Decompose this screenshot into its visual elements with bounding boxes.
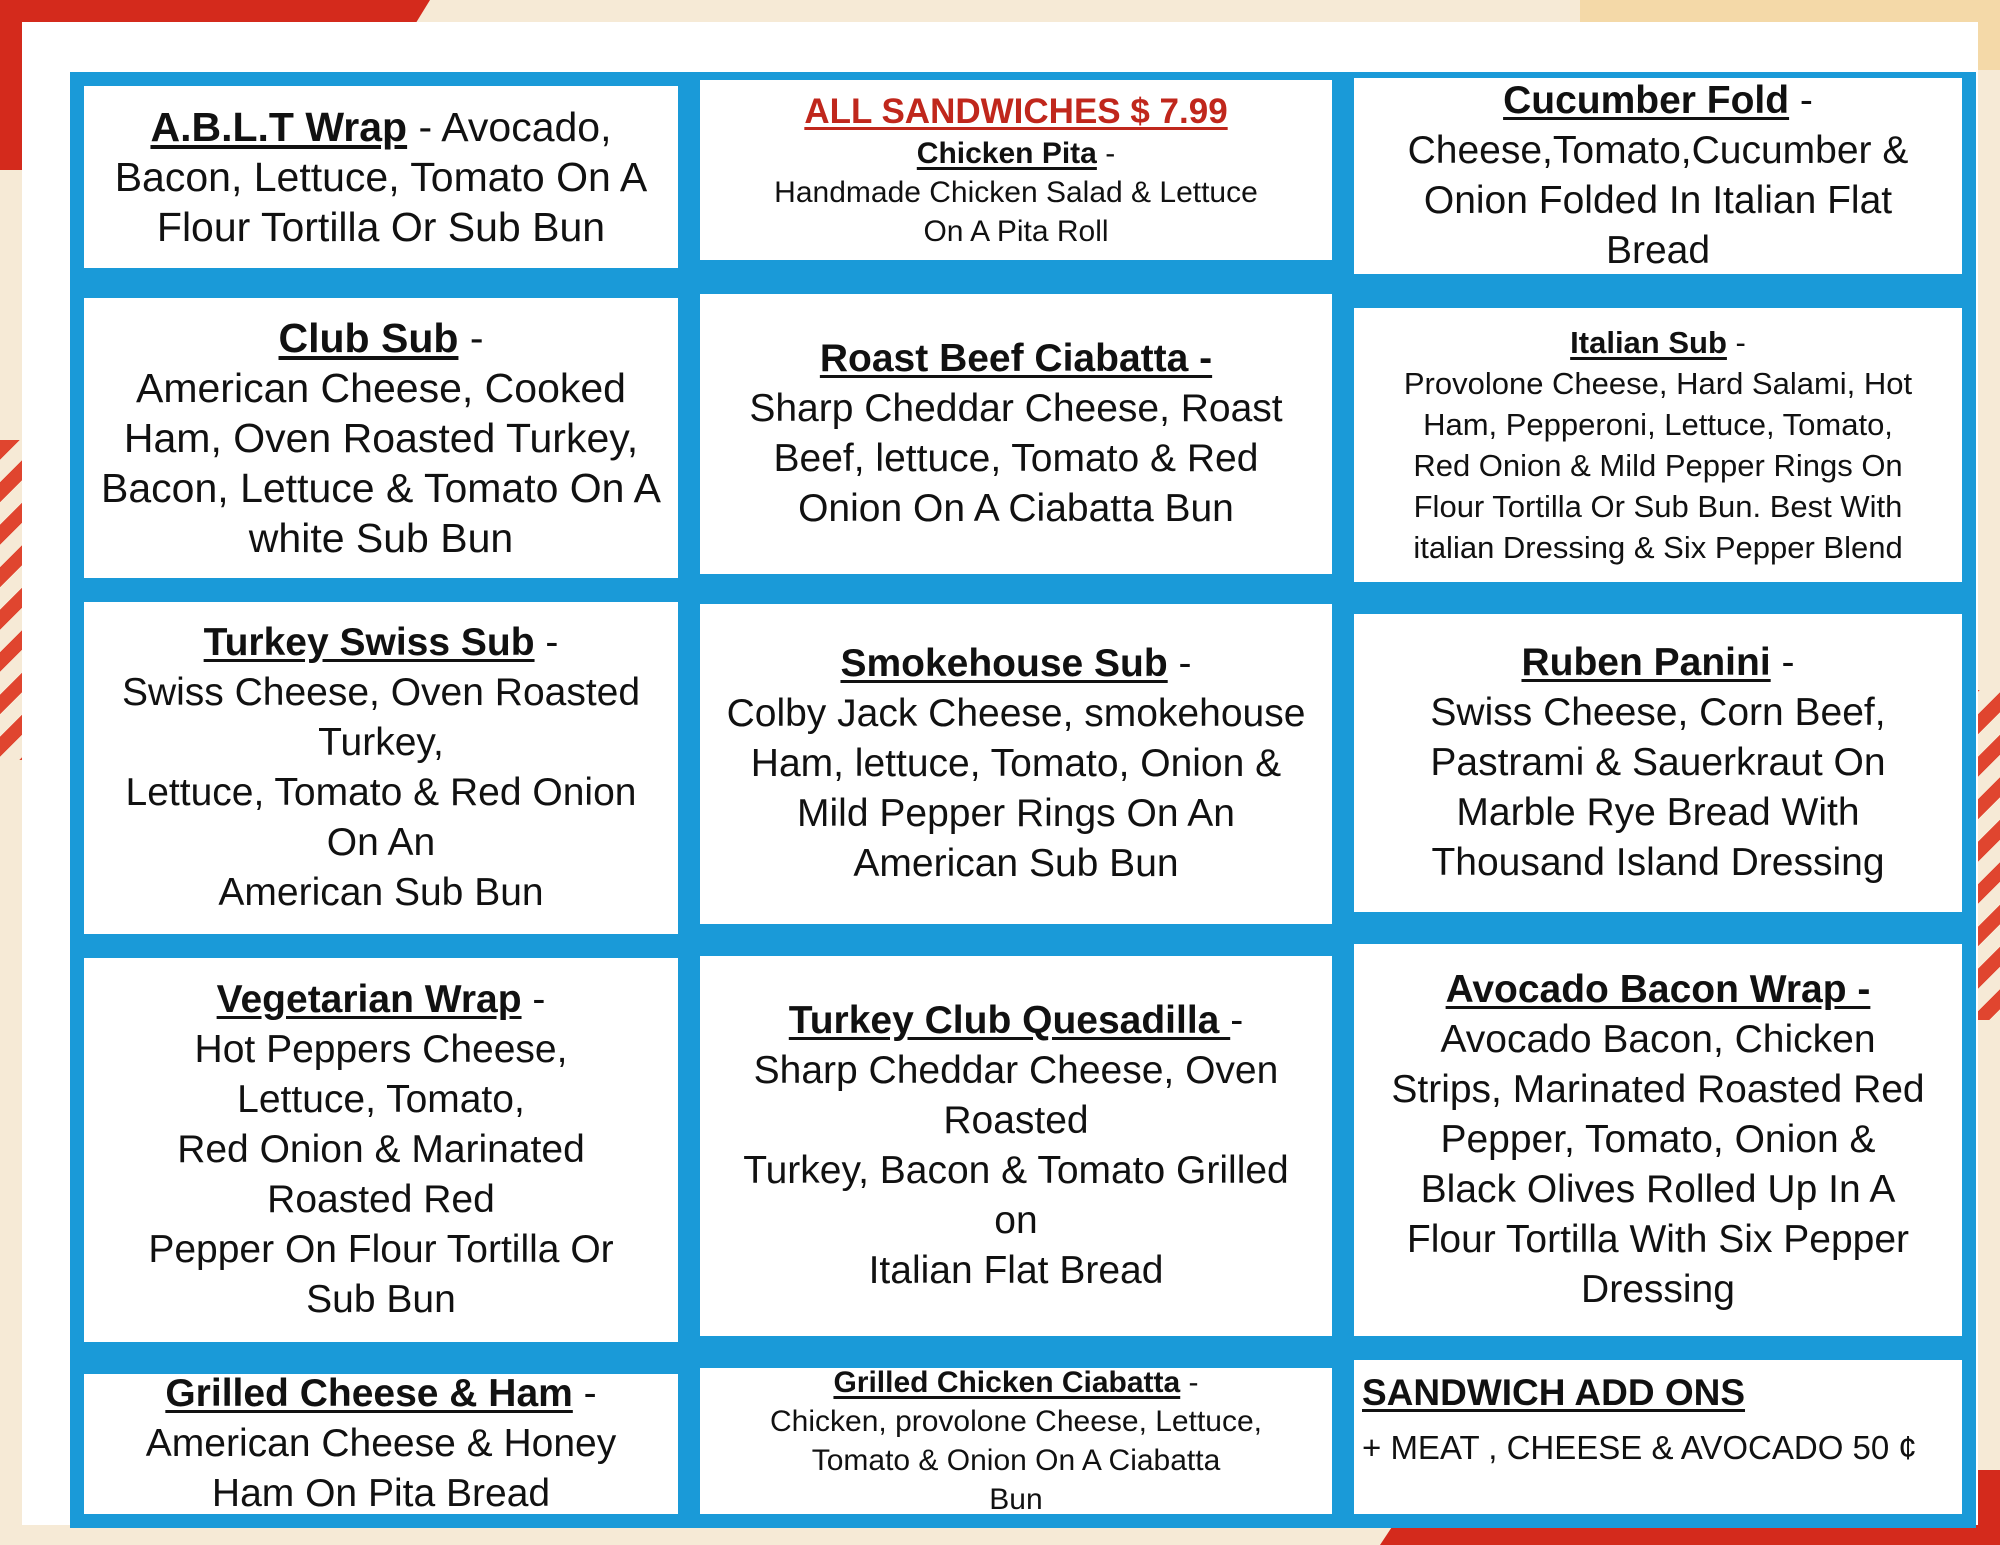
item-name: Smokehouse Sub: [840, 642, 1168, 685]
menu-item-turkey-swiss-sub: [84, 602, 678, 934]
item-name: Turkey Swiss Sub: [203, 621, 535, 664]
item-dash: -: [1770, 641, 1795, 684]
menu-sheet: [22, 22, 1978, 1525]
item-dash: -: [1096, 136, 1116, 170]
item-name: Italian Sub: [1570, 325, 1727, 360]
item-dash: -: [1230, 999, 1244, 1042]
item-name: Grilled Cheese & Ham: [165, 1374, 573, 1415]
item-dash: -: [458, 315, 484, 361]
add-ons-title: SANDWICH ADD ONS: [1362, 1372, 1746, 1413]
item-name: Grilled Chicken Ciabatta: [833, 1368, 1181, 1399]
item-dash: -: [1167, 642, 1192, 685]
item-name: Cucumber Fold: [1503, 79, 1790, 122]
menu-item-roast-beef-ciabatta: [700, 294, 1332, 574]
item-description: Hot Peppers Cheese, Lettuce, Tomato, Red Onion & Marinated Roasted Red Pepper On Flour Tortilla Or Sub Bun: [148, 1028, 614, 1321]
item-description: Chicken, provolone Cheese, Lettuce, Tomato & Onion On A Ciabatta Bun: [770, 1405, 1262, 1514]
menu-item-italian-sub: [1354, 308, 1962, 582]
item-description: Swiss Cheese, Oven Roasted Turkey, Lettuce, Tomato & Red Onion On An American Sub Bun: [121, 671, 641, 914]
menu-grid: [70, 72, 1976, 1528]
item-dash: -: [534, 621, 559, 664]
item-name: Roast Beef Ciabatta -: [819, 337, 1213, 380]
item-description: Swiss Cheese, Corn Beef, Pastrami & Sauerkraut On Marble Rye Bread With Thousand Island Dressing: [1430, 691, 1886, 884]
menu-item-grilled-cheese-ham: [84, 1374, 678, 1514]
menu-item-turkey-club-quesadilla: [700, 956, 1332, 1336]
item-description: Avocado Bacon, Chicken Strips, Marinated Roasted Red Pepper, Tomato, Onion & Black Olives Rolled Up In A Flour Tortilla With Six Pepper Dressing: [1391, 1018, 1925, 1311]
item-description: Sharp Cheddar Cheese, Roast Beef, lettuce, Tomato & Red Onion On A Ciabatta Bun: [749, 387, 1283, 530]
menu-item-cucumber-fold: [1354, 78, 1962, 274]
menu-item-vegetarian-wrap: [84, 958, 678, 1342]
item-dash: -: [521, 978, 546, 1021]
item-name: Ruben Panini: [1521, 641, 1771, 684]
menu-item-ruben-panini: [1354, 614, 1962, 912]
item-description: Sharp Cheddar Cheese, Oven Roasted Turkey, Bacon & Tomato Grilled on Italian Flat Bread: [743, 1049, 1289, 1292]
sandwich-add-ons: [1354, 1360, 1962, 1514]
item-description: Cheese,Tomato,Cucumber & Onion Folded In Italian Flat Bread: [1407, 129, 1909, 272]
item-dash: -: [1789, 79, 1813, 122]
menu-item-avocado-bacon-wrap: [1354, 944, 1962, 1336]
item-name: Chicken Pita: [916, 136, 1097, 170]
item-name: Turkey Club Quesadilla: [788, 999, 1231, 1042]
menu-item-grilled-chicken-ciabatta: [700, 1368, 1332, 1514]
item-dash: -: [1180, 1368, 1199, 1399]
item-description: Avocado, Bacon, Lettuce, Tomato On A Flour Tortilla Or Sub Bun: [114, 104, 648, 250]
add-ons-line: + MEAT , CHEESE & AVOCADO 50 ¢: [1362, 1429, 1917, 1466]
item-dash: -: [1726, 325, 1746, 360]
menu-item-smokehouse-sub: [700, 604, 1332, 924]
item-name: Vegetarian Wrap: [216, 978, 522, 1021]
item-name: Club Sub: [278, 315, 459, 361]
item-description: Colby Jack Cheese, smokehouse Ham, lettuce, Tomato, Onion & Mild Pepper Rings On An American Sub Bun: [726, 692, 1306, 885]
item-name: Avocado Bacon Wrap -: [1445, 968, 1871, 1011]
item-description: American Cheese, Cooked Ham, Oven Roasted Turkey, Bacon, Lettuce & Tomato On A white Sub Bun: [101, 365, 661, 561]
price-banner: ALL SANDWICHES $ 7.99: [804, 91, 1228, 131]
item-description: American Cheese & Honey Ham On Pita Bread: [145, 1422, 617, 1514]
item-description: Provolone Cheese, Hard Salami, Hot Ham, Pepperoni, Lettuce, Tomato, Red Onion & Mild Pepper Rings On Flour Tortilla Or Sub Bun. Best With italian Dressing & Six Pepper Blend: [1403, 366, 1913, 565]
item-dash: -: [407, 104, 442, 150]
item-name: A.B.L.T Wrap: [150, 104, 408, 150]
menu-item-chicken-pita: [700, 80, 1332, 260]
menu-item-club-sub: [84, 298, 678, 578]
item-description: Handmade Chicken Salad & Lettuce On A Pita Roll: [774, 175, 1258, 248]
menu-item-ablt-wrap: [84, 86, 678, 268]
item-dash: -: [572, 1374, 597, 1415]
